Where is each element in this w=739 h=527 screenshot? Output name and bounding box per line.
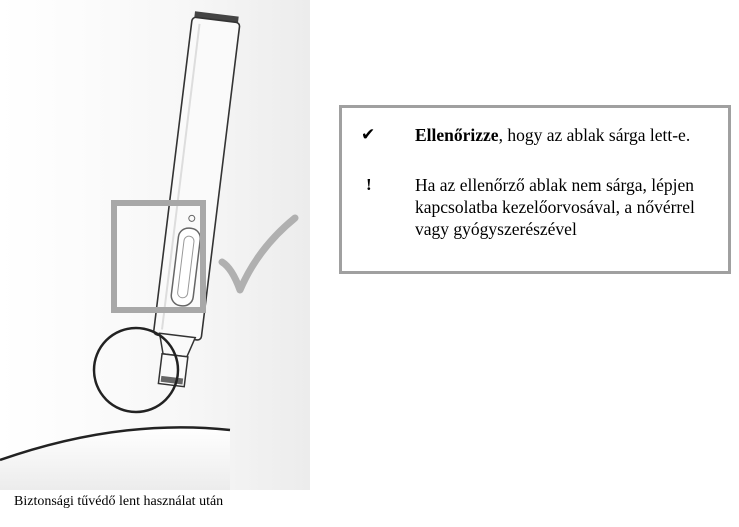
pen-injector-illustration (0, 0, 310, 490)
check-text-rest: , hogy az ablak sárga lett-e. (498, 125, 691, 145)
checkmark-icon: ✔ (361, 125, 376, 145)
check-text-bold: Ellenőrizze (415, 125, 499, 145)
check-text (415, 124, 715, 146)
exclamation-icon: ! (366, 175, 372, 194)
caption: Biztonsági tűvédő lent használat után (14, 494, 224, 509)
instruction-box (339, 105, 731, 274)
warning-text: Ha az ellenőrző ablak nem sárga, lépjen kapcsolatba kezelőorvosával, a nővérrel vagy gyógyszerészével (415, 175, 695, 239)
